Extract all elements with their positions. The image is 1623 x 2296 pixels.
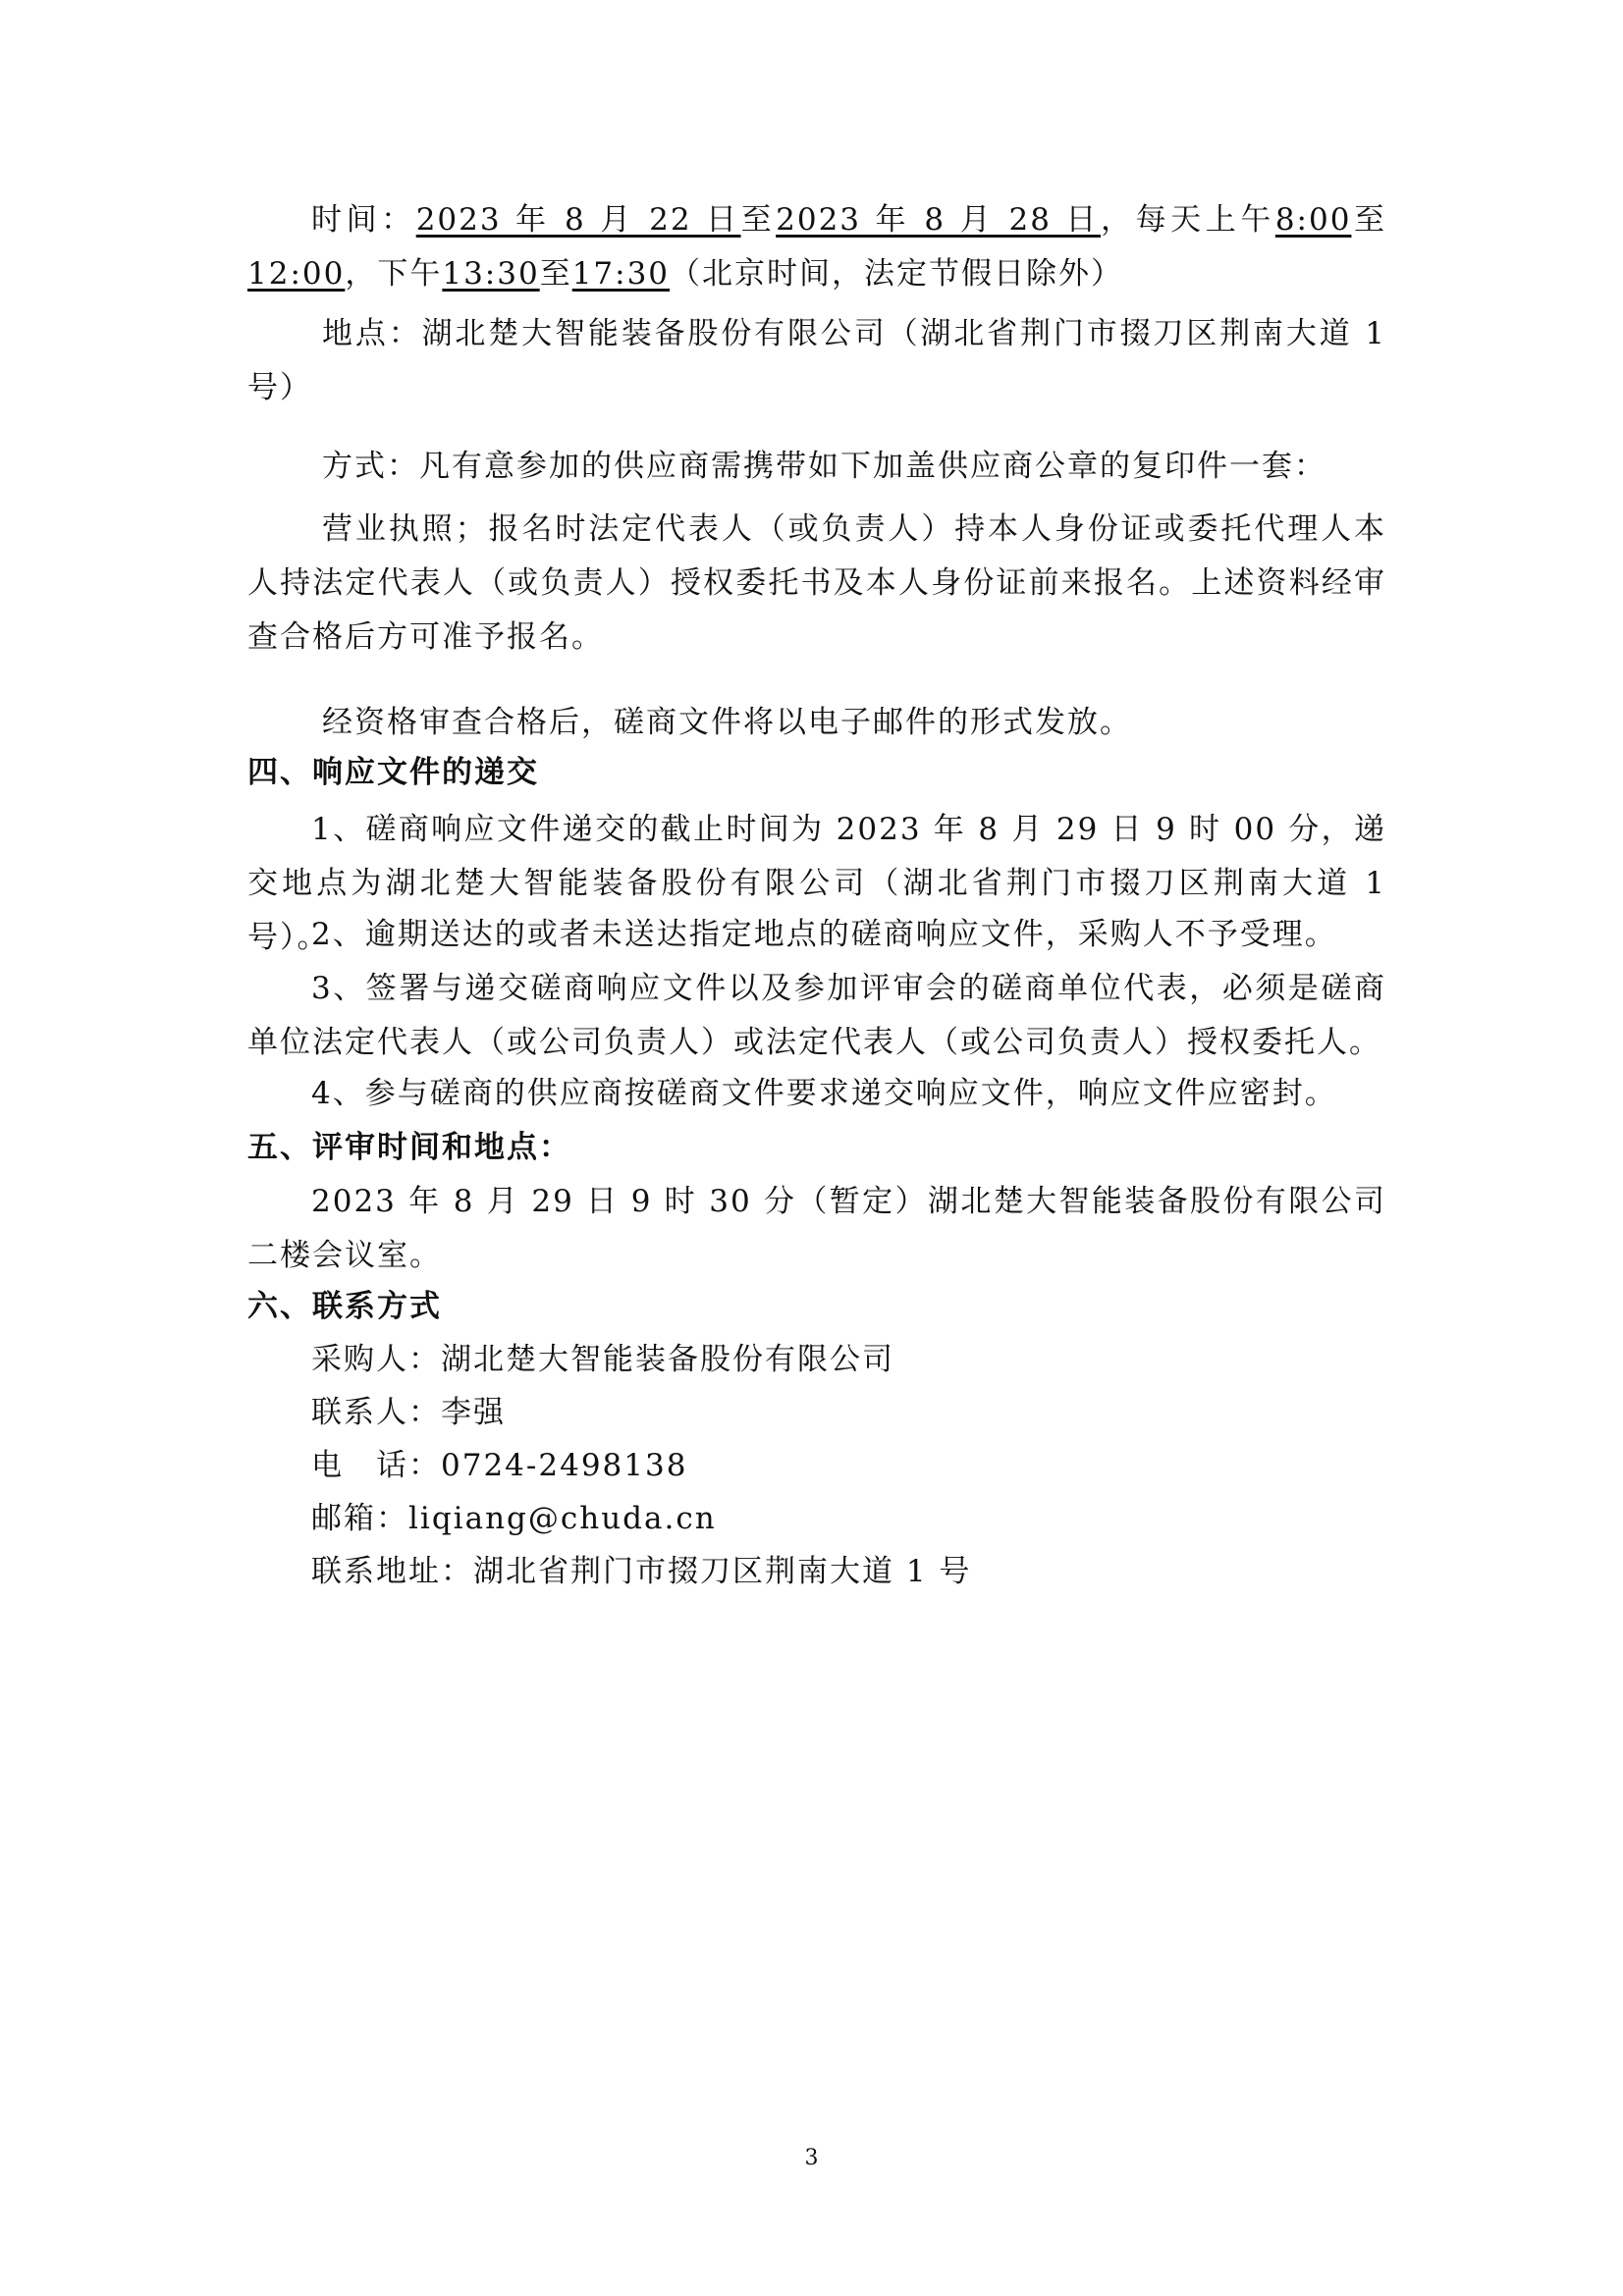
section-4-item-3: 3、签署与递交磋商响应文件以及参加评审会的磋商单位代表，必须是磋商单位法定代表人（或公司负责人）或法定代表人（或公司负责人）授权委托人。: [247, 971, 1386, 1060]
pm-label: ，下午: [345, 256, 443, 292]
section-4-item-1: 1、磋商响应文件递交的截止时间为 2023 年 8 月 29 日 9 时 00 分，递交地点为湖北楚大智能装备股份有限公司（湖北省荆门市掇刀区荆南大道 1 号）。: [247, 812, 1386, 955]
time-label: 时间：: [311, 202, 416, 238]
registration-place: 地点：湖北楚大智能装备股份有限公司（湖北省荆门市掇刀区荆南大道 1 号）: [247, 316, 1386, 405]
am-end: 12:00: [247, 256, 346, 292]
am-start: 8:00: [1274, 202, 1352, 238]
section-6-heading: 六、联系方式: [247, 1289, 442, 1324]
section-5-text: 2023 年 8 月 29 日 9 时 30 分（暂定）湖北楚大智能装备股份有限公司二楼会议室。: [247, 1184, 1386, 1273]
contact-email: 邮箱：liqiang@chuda.cn: [311, 1501, 717, 1536]
daily-am: ，每天上午: [1101, 202, 1275, 238]
page-number: 3: [804, 2146, 819, 2170]
registration-time: [247, 193, 1386, 301]
contact-purchaser: 采购人：湖北楚大智能装备股份有限公司: [311, 1342, 894, 1377]
section-5-heading: 五、评审时间和地点：: [247, 1130, 571, 1165]
contact-phone: 电 话：0724-2498138: [311, 1448, 688, 1483]
pm-end: 17:30: [571, 256, 671, 292]
to-1: 至: [740, 202, 777, 238]
registration-materials: 营业执照；报名时法定代表人（或负责人）持本人身份证或委托代理人本人持法定代表人（或负责人）授权委托书及本人身份证前来报名。上述资料经审查合格后方可准予报名。: [247, 511, 1386, 655]
contact-address: 联系地址：湖北省荆门市掇刀区荆南大道 1 号: [311, 1554, 972, 1589]
section-4-heading: 四、响应文件的递交: [247, 755, 539, 790]
end-date: 2023 年 8 月 28 日: [776, 202, 1101, 238]
registration-method: 方式：凡有意参加的供应商需携带如下加盖供应商公章的复印件一套：: [322, 449, 1326, 484]
time-note: （北京时间，法定节假日除外）: [670, 256, 1124, 292]
section-4-item-2: 2、逾期送达的或者未送达指定地点的磋商响应文件，采购人不予受理。: [311, 917, 1337, 952]
registration-distribution: 经资格审查合格后，磋商文件将以电子邮件的形式发放。: [322, 705, 1132, 740]
to-3: 至: [539, 256, 572, 292]
section-4-item-4: 4、参与磋商的供应商按磋商文件要求递交响应文件，响应文件应密封。: [311, 1076, 1337, 1111]
start-date: 2023 年 8 月 22 日: [415, 202, 741, 238]
to-2: 至: [1351, 202, 1387, 238]
contact-person: 联系人：李强: [311, 1395, 506, 1430]
pm-start: 13:30: [442, 256, 540, 292]
